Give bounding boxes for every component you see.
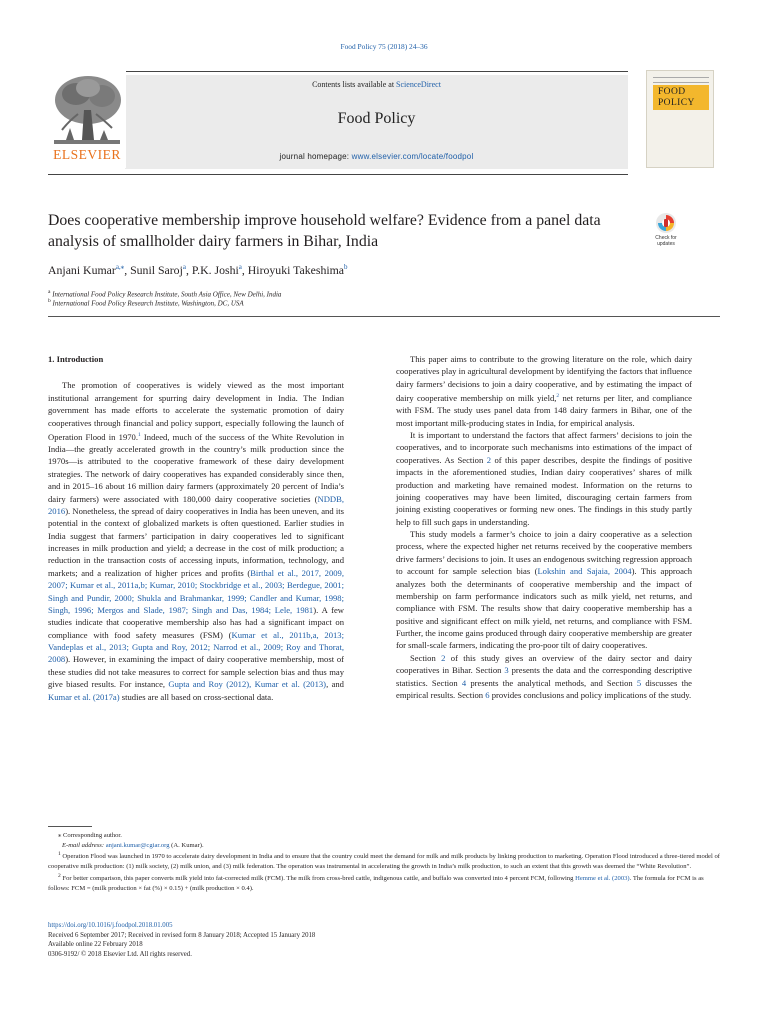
journal-title: Food Policy: [337, 110, 416, 127]
author-name[interactable]: Sunil Saroj: [130, 263, 183, 277]
check-updates-label: Check for updates: [655, 235, 677, 247]
citation-link[interactable]: 2: [486, 454, 492, 465]
text-run: Section: [410, 652, 442, 663]
affiliation-text: International Food Policy Research Institute, Washington, DC, USA: [52, 299, 244, 308]
citation-link[interactable]: 3: [504, 665, 509, 676]
footnote-mark: 1: [58, 851, 61, 857]
header-rule-top: [125, 71, 628, 72]
citation-link[interactable]: Kumar et al., 2011b,a, 2013; Vandeplas et al., 2013; Gupta and Roy, 2012; Narrod et al., 2009; Roy and Thorat, 2008: [48, 629, 344, 665]
text-run: The promotion of cooperatives is widely viewed as the most important institutional arrangement for spurring dairy development in India. The Indian government has made efforts to accelerate the systematic promotion of dairy cooperatives through financial and policy support, especially following the launch of Operation Flood in 1970.: [48, 380, 344, 442]
email-link[interactable]: anjani.kumar@cgiar.org: [105, 841, 170, 849]
footnote-mark: 2: [58, 873, 61, 880]
author-name[interactable]: Anjani Kumar: [48, 263, 116, 277]
citation-link[interactable]: 5: [636, 677, 642, 688]
paragraph: [396, 429, 692, 528]
affiliation-text: International Food Policy Research Institute, South Asia Office, New Delhi, India: [52, 290, 282, 299]
text-run: presents the analytical methods, and Section: [466, 677, 637, 688]
citation-link[interactable]: Kumar et al. (2017a): [48, 691, 120, 702]
text-run: of this paper describes, despite the findings of positive impacts in the aforementioned studies, Indian dairy cooperatives’ shares of milk production and marketing have remained modest. Information on the returns to joining cooperatives may have been limited, discouraging certain farmers from joining existing cooperatives or forming new ones. The findings in this study partly help to fill such gaps in understanding.: [396, 454, 693, 527]
publication-info: [48, 921, 648, 960]
sciencedirect-link[interactable]: ScienceDirect: [396, 80, 441, 89]
cover-title: FOOD POLICY: [653, 85, 709, 110]
journal-homepage: [125, 152, 628, 161]
affiliation-mark: a: [48, 289, 51, 295]
check-for-updates-badge[interactable]: [648, 212, 684, 254]
paragraph: [396, 353, 692, 429]
footnote-2: [48, 872, 720, 893]
text-run: net returns per liter, and compliance with FSM. The study uses panel data from 148 dairy farmers in Bihar, one of the most important milk-producing states in India, for empirical analysis.: [396, 392, 692, 428]
doi-link[interactable]: https://doi.org/10.1016/j.foodpol.2018.01.005: [48, 922, 173, 929]
citation-link[interactable]: NDDB, 2016: [48, 493, 344, 516]
journal-reference[interactable]: Food Policy 75 (2018) 24–36: [340, 42, 428, 51]
author-affil-mark[interactable]: a,⁎: [115, 263, 125, 272]
author-list: [48, 263, 668, 278]
section-heading-introduction: 1. Introduction: [48, 354, 104, 364]
footnote-email: [48, 841, 720, 851]
text-run: This study models a farmer’s choice to join a dairy cooperative as a selection process, where the expected higher net returns received by the cooperative members drive farmers’ decisions to join. It uses an endogenous switching regression approach to account for sample selection bias (: [396, 529, 692, 577]
cover-decoration: [653, 77, 709, 83]
author-affil-mark[interactable]: a: [238, 263, 242, 272]
author-separator: ,: [124, 263, 131, 277]
footnotes: [48, 831, 720, 893]
text-run: studies are all based on cross-sectional data.: [119, 691, 274, 702]
body-column-right: [396, 353, 692, 701]
affiliation-mark: b: [48, 298, 51, 304]
header-rule-bottom: [48, 174, 628, 175]
author-affil-mark[interactable]: b: [344, 263, 348, 272]
text-run: , and: [326, 679, 344, 690]
footnote-reference[interactable]: 1: [138, 431, 141, 438]
front-matter-divider: [48, 316, 720, 317]
footnote-1: [48, 850, 720, 871]
article-title: Does cooperative membership improve household welfare? Evidence from a panel data analysis of smallholder dairy farmers in Bihar, India: [48, 212, 601, 250]
footnote-corresponding: ⁎ Corresponding author.: [58, 832, 122, 839]
citation-link[interactable]: Hemme et al. (2003): [575, 875, 630, 883]
paragraph: [48, 379, 344, 703]
author-affil-mark[interactable]: a: [182, 263, 186, 272]
citation-link[interactable]: 2: [441, 652, 446, 663]
paragraph: [396, 528, 692, 652]
text-run: ). Nonetheless, the spread of dairy cooperatives in India has been uneven, and its potential in the context of globalized markets is often questioned. Earlier studies in India suggest that farmers’ participation in dairy cooperatives led to significant increases in milk production and yield; a decrease in the cost of milk production; a reduction in the transaction costs of accessing inputs, information, technology, and markets; and a realization of higher prices and profits (: [48, 505, 344, 578]
email-suffix: (A. Kumar).: [169, 841, 204, 849]
homepage-link[interactable]: www.elsevier.com/locate/foodpol: [351, 152, 474, 161]
text-run: ). This approach analyzes both the determinants of cooperative membership and the impact of membership on farm performance indicators such as milk yield, net returns, and compliance with FSM. The results show that dairy cooperative membership has a positive and significant effect on milk yield, net returns, and compliance with FSM. Further, the income gains produced through dairy cooperative membership are greater for small-scale farmers, indicating the pro-poor tilt of dairy cooperatives.: [396, 566, 692, 651]
citation-link[interactable]: Lokshin and Sajaia, 2004: [537, 566, 632, 577]
citation-link[interactable]: 4: [461, 677, 467, 688]
author-separator: ,: [241, 263, 248, 277]
author-name[interactable]: Hiroyuki Takeshima: [247, 263, 345, 277]
footnote-rule: [48, 826, 92, 827]
elsevier-wordmark: ELSEVIER: [53, 147, 121, 162]
text-run: of this study gives an overview of the dairy sector and dairy cooperatives in Bihar. Section: [396, 652, 692, 676]
received-dates: Received 6 September 2017; Received in revised form 8 January 2018; Accepted 15 January 2018: [48, 931, 316, 939]
footnote-text: Operation Flood was launched in 1970 to accelerate dairy development in India and to ensure that the country could meet the demand for milk and milk products by linking production to marketing. Operation Flood introduced a three-tiered model of cooperative milk production: (1) milk society, (2) milk union, and (3) milk federation. The operation was instrumental in accelerating the growth in India’s milk production, to such an extent that this growth was deemed the “White Revolution”.: [48, 853, 720, 870]
footnote-reference[interactable]: 2: [556, 393, 560, 400]
text-run: This paper aims to contribute to the growing literature on the role, which dairy cooperatives play in agricultural development by identifying the factors that influence dairy farmers’ decisions to join a dairy cooperative, and by estimating the impact of dairy cooperative membership on milk yield,: [396, 354, 692, 403]
body-column-left: [48, 353, 344, 703]
author-name[interactable]: P.K. Joshi: [191, 263, 239, 277]
citation-link[interactable]: Gupta and Roy (2012), Kumar et al. (2013): [168, 679, 327, 690]
available-online: Available online 22 February 2018: [48, 941, 143, 949]
contents-prefix: Contents lists available at: [312, 80, 397, 89]
text-run: It is important to understand the factors that affect farmers’ decisions to join the cooperatives, and to incorporate such mechanisms into estimations of the impact of cooperatives. As Section: [396, 430, 692, 465]
footnote-text: . The formula for FCM is as follows: FCM = (milk production × fat (%) × 0.15) + (milk production × 0.4).: [48, 875, 704, 892]
text-run: ). However, in examining the impact of dairy cooperative membership, most of these studies did not take measures to correct for sample selection bias and thus may give biased results. For instance,: [48, 654, 344, 690]
text-run: provides conclusions and policy implications of the study.: [489, 689, 692, 700]
text-run: discusses the empirical results. Section: [396, 677, 692, 700]
footnote-text: For better comparison, this paper converts milk yield into fat-corrected milk (FCM). The milk from cross-bred cattle, indigenous cattle, and buffalo was converted into 4 percent FCM, following: [60, 875, 576, 883]
copyright: 0306-9192/ © 2018 Elsevier Ltd. All rights reserved.: [48, 951, 192, 959]
citation-link[interactable]: 6: [485, 689, 490, 700]
affiliation-b: [48, 298, 648, 307]
contents-line: [125, 80, 628, 89]
journal-cover-thumbnail[interactable]: [646, 70, 714, 168]
text-run: Indeed, much of the success of the White Revolution in India—the greatly accelerated growth in the country’s milk production since the 1970s—is attributed to the cooperative framework of these dairy development strategies. The network of dairy cooperatives has expanded considerably since then, and in 2015–16 about 16 million dairy farmers (approximately 20 percent of India’s dairy farmers) were associated with 180,000 dairy cooperative societies (: [48, 431, 345, 504]
text-run: presents the data and the corresponding descriptive statistics. Section: [396, 665, 692, 688]
email-label: E-mail address:: [62, 841, 106, 849]
text-run: ). A few studies indicate that cooperative membership also has had a significant impact on compliance with food safety measures (FSM) (: [48, 604, 344, 640]
citation-link[interactable]: Birthal et al., 2017, 2009, 2007; Kumar et al., 2011a,b; Kumar, 2010; Stockbridge et al., 2003; Berdegue, 2001; Singh and Pundir, 2000; Shukla and Brahmankar, 1999; Candler and Kumar, 1998; Singh, 1996; Mergos and Slade, 1987; Singh and Das, 1984; Lele, 1981: [48, 567, 344, 615]
homepage-label: journal homepage:: [279, 152, 352, 161]
author-separator: ,: [185, 263, 192, 277]
paragraph: [396, 652, 692, 702]
affiliation-a: [48, 289, 648, 298]
check-updates-icon: [655, 212, 677, 236]
